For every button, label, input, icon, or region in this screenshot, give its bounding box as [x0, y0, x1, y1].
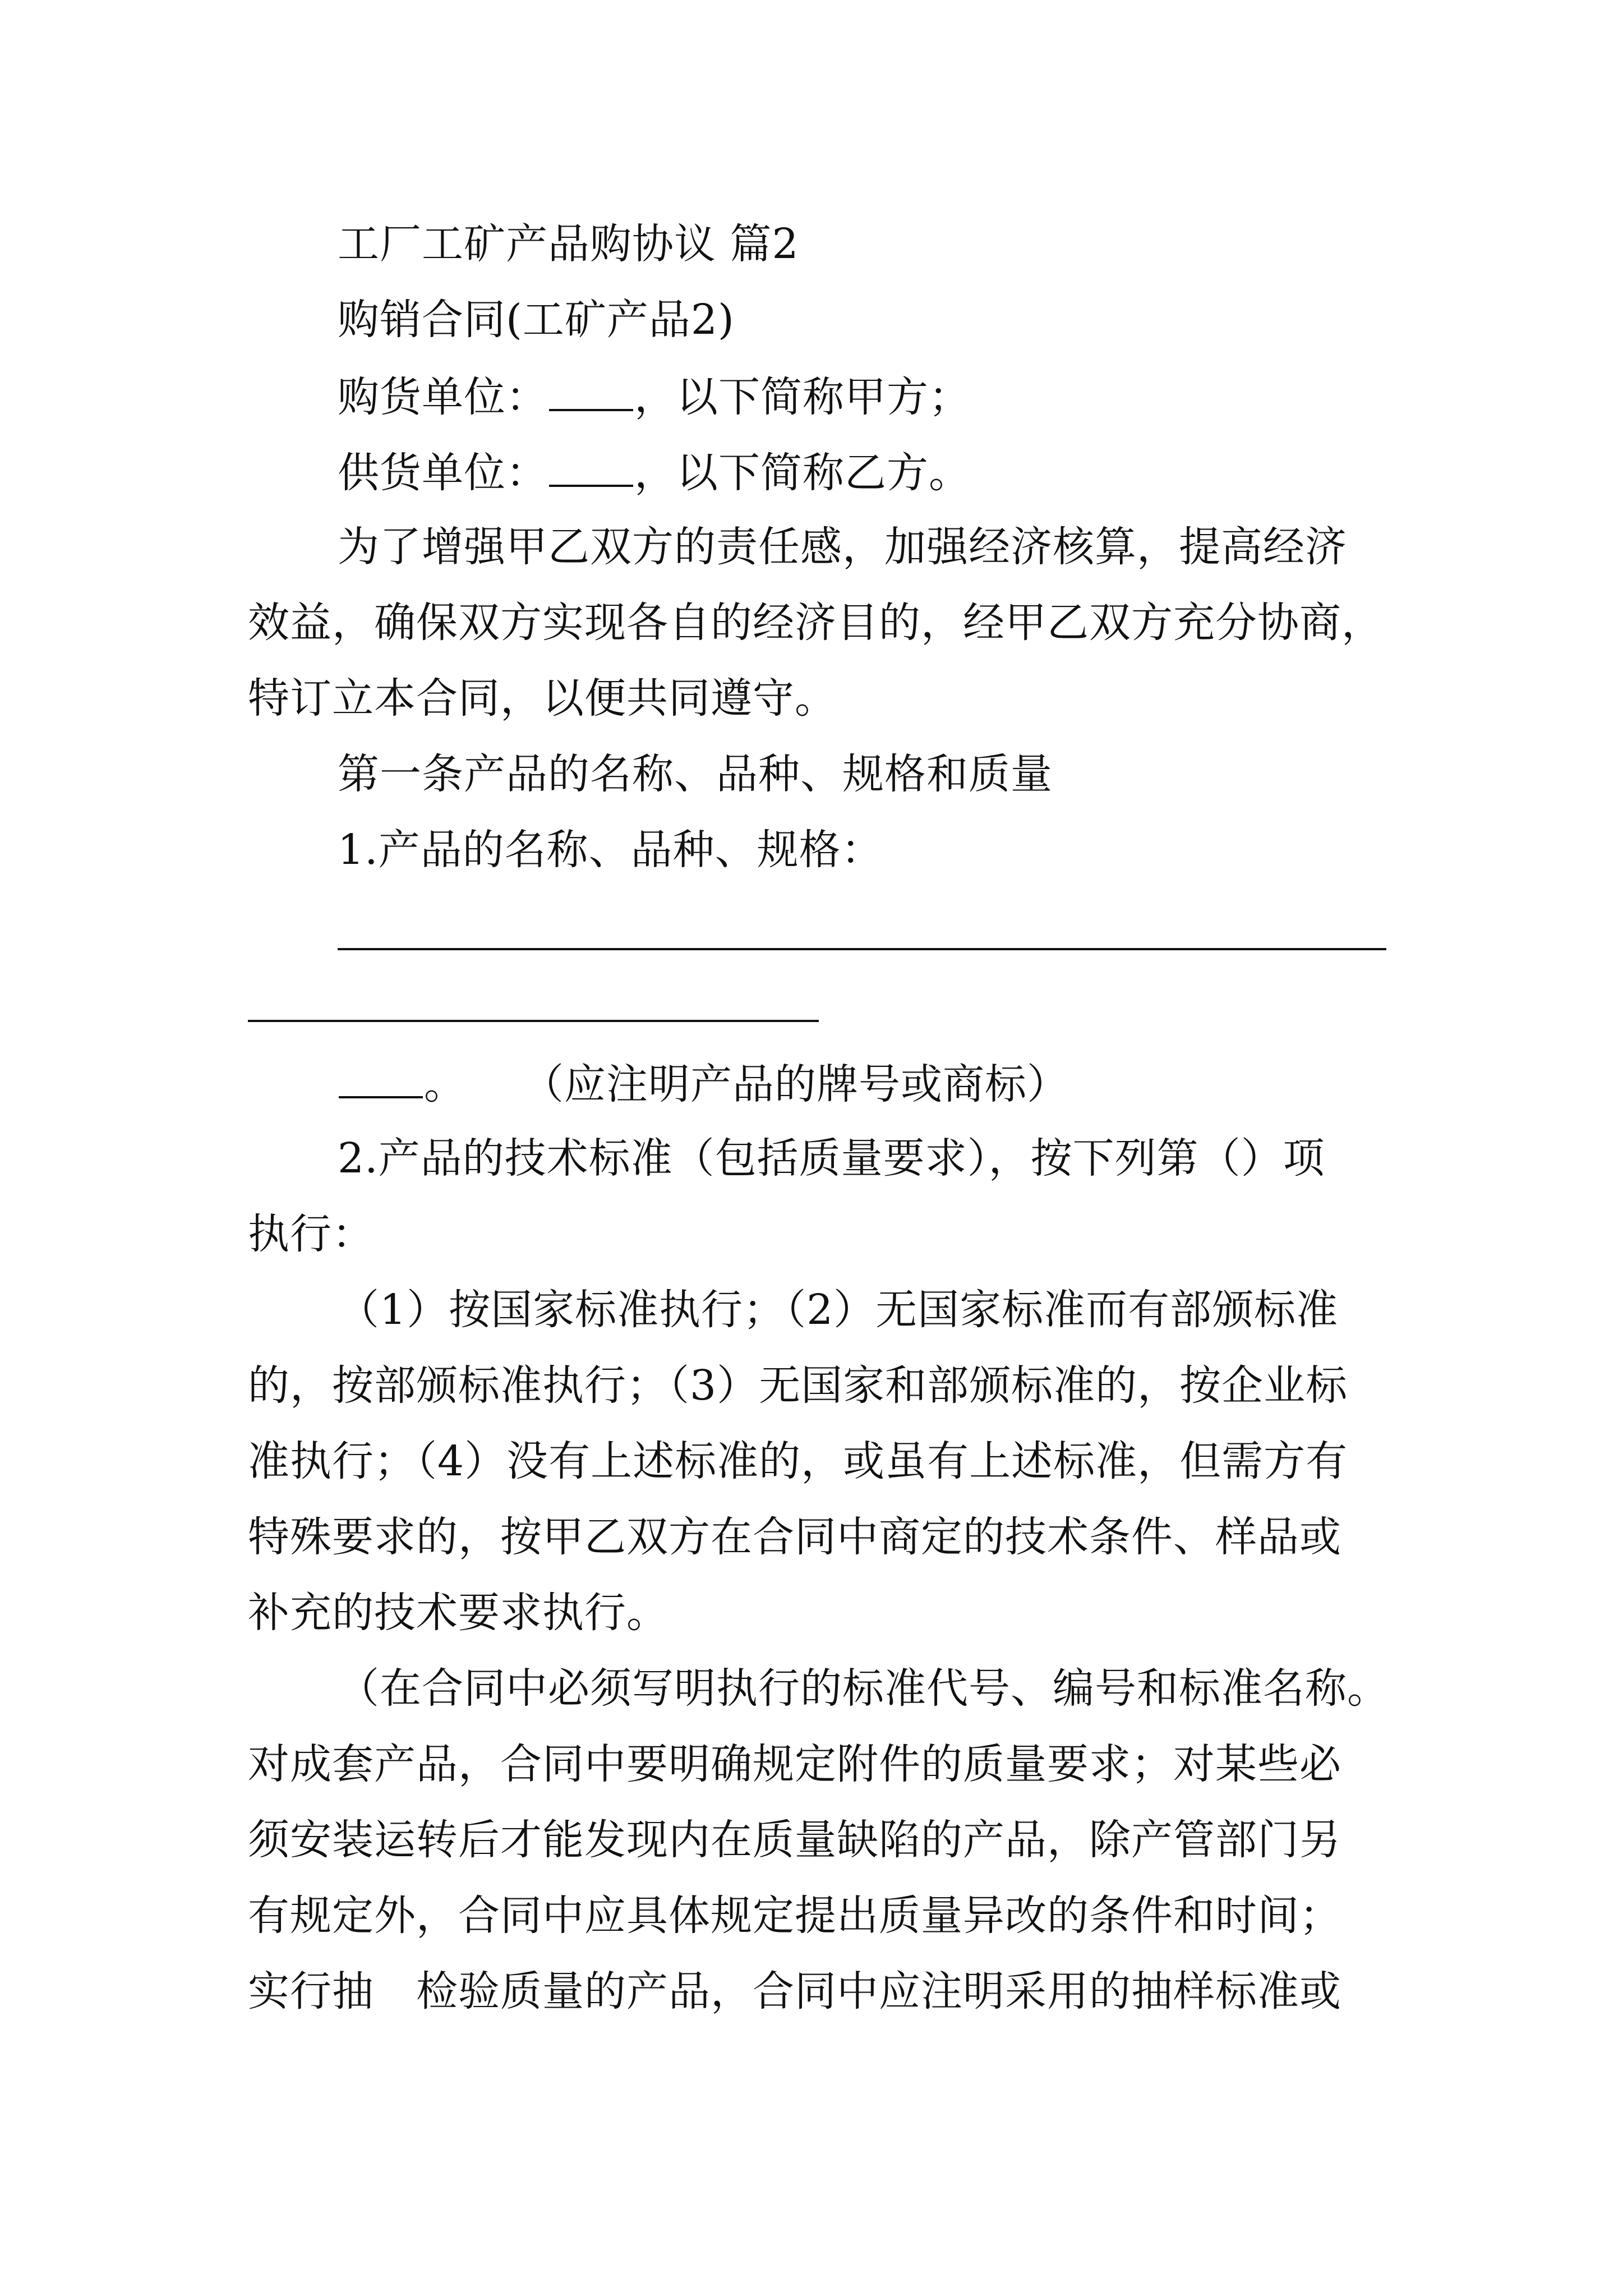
seller-prefix: 供货单位： — [338, 449, 548, 497]
contract-title: 购销合同(工矿产品2) — [338, 296, 735, 344]
article-1-title: 第一条产品的名称、品种、规格和质量 — [338, 750, 1053, 798]
note-line-4: 有规定外，合同中应具体规定提出质量异改的条件和时间； — [248, 1892, 1341, 1940]
document-title: 工厂工矿产品购协议 篇2 — [338, 220, 799, 268]
brand-blank — [339, 1055, 423, 1098]
fill-line-1 — [338, 948, 1386, 950]
standards-line-1: （1）按国家标准执行；（2）无国家标准而有部颁标准 — [338, 1286, 1339, 1334]
brand-line — [338, 1055, 1387, 1112]
item-2-line-1: 2.产品的技术标准（包括质量要求），按下列第（）项 — [338, 1134, 1325, 1182]
standards-line-5: 补充的技术要求执行。 — [248, 1589, 668, 1637]
buyer-blank — [549, 367, 633, 411]
buyer-line — [338, 367, 1387, 425]
buyer-suffix: ，以下简称甲方； — [634, 373, 971, 421]
item-2-line-2: 执行： — [248, 1210, 374, 1258]
standards-line-3: 准执行；（4）没有上述标准的，或虽有上述标准，但需方有 — [248, 1437, 1348, 1485]
note-line-3: 须安装运转后才能发现内在质量缺陷的产品，除产管部门另 — [248, 1816, 1341, 1864]
standards-line-2: 的，按部颁标准执行；（3）无国家和部颁标准的，按企业标 — [248, 1361, 1348, 1410]
seller-suffix: ，以下简称乙方。 — [634, 449, 971, 497]
intro-line-2: 效益，确保双方实现各自的经济目的，经甲乙双方充分协商， — [248, 599, 1384, 647]
fill-line-2 — [248, 1020, 819, 1022]
brand-suffix: 。 — [424, 1060, 466, 1108]
brand-note: （应注明产品的牌号或商标） — [522, 1060, 1069, 1108]
intro-line-3: 特订立本合同，以便共同遵守。 — [248, 674, 837, 723]
note-line-5: 实行抽 检验质量的产品，合同中应注明采用的抽样标准或 — [248, 1967, 1341, 2016]
buyer-prefix: 购货单位： — [338, 373, 548, 421]
note-line-1: （在合同中必须写明执行的标准代号、编号和标准名称。 — [338, 1664, 1389, 1713]
note-line-2: 对成套产品，合同中要明确规定附件的质量要求；对某些必 — [248, 1740, 1341, 1788]
item-1-label: 1.产品的名称、品种、规格： — [338, 826, 883, 874]
standards-line-4: 特殊要求的，按甲乙双方在合同中商定的技术条件、样品或 — [248, 1513, 1341, 1561]
seller-line — [338, 443, 1387, 501]
intro-line-1: 为了增强甲乙双方的责任感，加强经济核算，提高经济 — [338, 523, 1347, 571]
seller-blank — [549, 443, 633, 487]
